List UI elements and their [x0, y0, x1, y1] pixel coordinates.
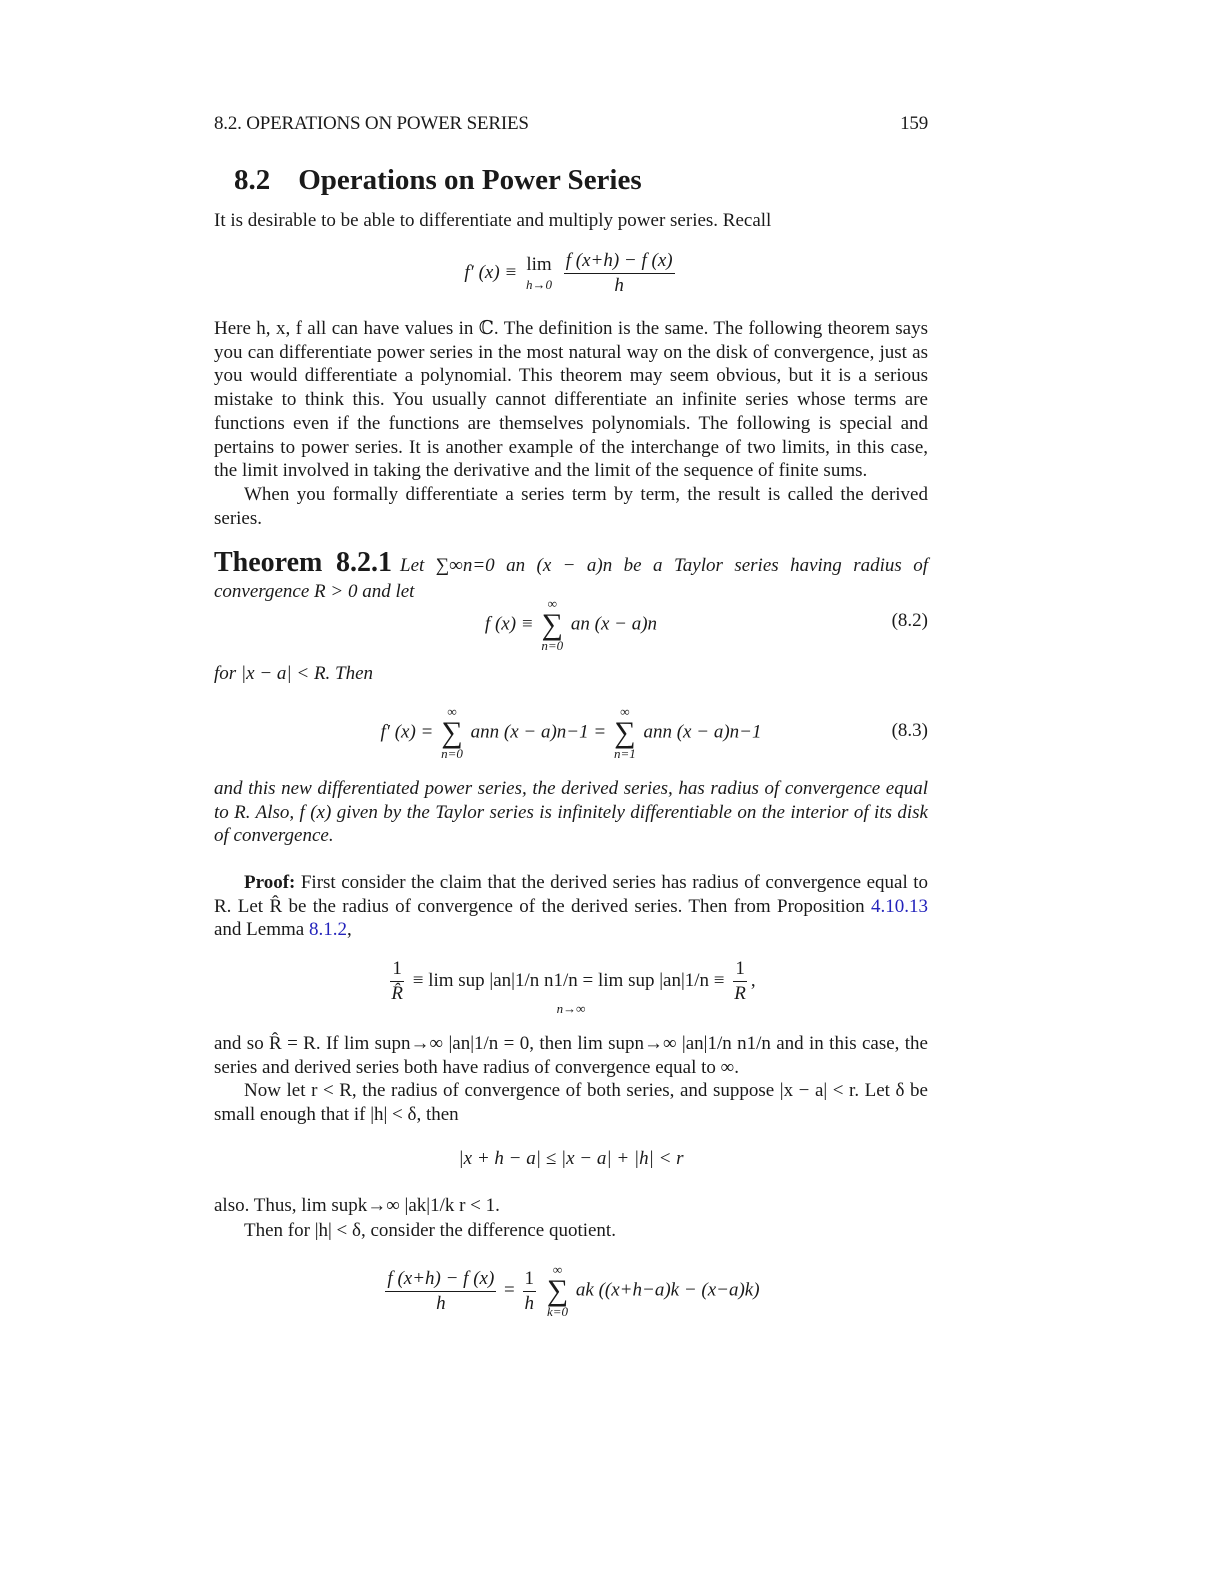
- sum-lower: n=0: [541, 638, 564, 653]
- quotient-body: ak ((x+h−a)k − (x−a)k): [575, 1279, 760, 1301]
- proof-paragraph-4: also. Thus, lim supk→∞ |ak|1/k r < 1.: [214, 1195, 500, 1216]
- eq82-lhs: f (x) ≡: [484, 613, 534, 635]
- paragraph-1: Here h, x, f all can have values in ℂ. The definition is the same. The following theorem says you can differentiate power series in the most natural way on the disk of convergence, just as you would differentiate a polynomial. This theorem may seem obvious, but it is a serious mistake to think this. You usually cannot differentiate an infinite series whose terms are functions even if the functions are themselves polynomials. The following is special and pertains to power series. It is another example of the interchange of two limits, in this case, the limit involved in taking the derivative and the limit of the sequence of finite sums.: [214, 318, 928, 482]
- section-heading: [234, 164, 642, 197]
- eq83-body-2: ann (x − a)n−1: [643, 721, 762, 743]
- fraction-numerator: 1: [733, 958, 747, 982]
- equation-8-2: [214, 596, 928, 654]
- sum-upper: ∞: [547, 596, 557, 611]
- eq83-lhs: f′ (x) =: [380, 721, 434, 743]
- and-lemma-text: and Lemma: [214, 919, 305, 941]
- equals-sign: =: [504, 1279, 515, 1301]
- sum-lower-1: n=0: [441, 746, 463, 761]
- proof-paragraph-5: Then for |h| < δ, consider the difference quotient.: [244, 1220, 616, 1241]
- section-number: 8.2: [234, 164, 271, 196]
- fraction-right: [732, 958, 748, 1005]
- eq83-body-1: ann (x − a)n−1 =: [470, 721, 607, 743]
- limit-text: lim: [526, 254, 552, 275]
- paragraph-2: When you formally differentiate a series term by term, the result is called the derived series.: [214, 484, 928, 529]
- limsup-subscript: n→∞: [556, 1001, 586, 1016]
- sum-operator: [541, 596, 563, 654]
- link-lemma-8-1-2[interactable]: 8.1.2: [308, 919, 347, 941]
- equation-derivative-definition: [214, 250, 928, 297]
- fraction-denominator: R̂: [391, 983, 403, 1004]
- intro-paragraph: It is desirable to be able to differentiate and multiply power series. Recall: [214, 210, 772, 231]
- proof-text-1: First consider the claim that the derived series has radius of convergence equal to R. Let R̂ be the radius of convergence of the derived series. Then from Proposition: [214, 872, 928, 917]
- derivative-lhs: f′ (x) ≡: [464, 261, 518, 283]
- fraction-numerator: 1: [390, 958, 404, 982]
- sigma-symbol: ∑: [546, 1274, 569, 1307]
- fraction-numerator: f (x+h) − f (x): [385, 1268, 496, 1292]
- sum-operator-1: [441, 704, 463, 762]
- sigma-symbol: ∑: [441, 716, 463, 749]
- sum-operator-2: [614, 704, 636, 762]
- fraction-one-over-h: [523, 1268, 537, 1315]
- link-proposition-4-10-13[interactable]: 4.10.13: [871, 895, 929, 917]
- theorem-statement-2: and this new differentiated power series, the derived series, has radius of convergence equal to R. Also, f (x) given by the Taylor series is infinitely differentiable on the interior of its disk of convergence.: [214, 778, 928, 847]
- fraction-numerator: 1: [523, 1268, 537, 1292]
- theorem-title: Theorem 8.2.1: [214, 547, 393, 578]
- theorem-for-text: for |x − a| < R. Then: [214, 663, 374, 684]
- proof-paragraph-3: Now let r < R, the radius of convergence of both series, and suppose |x − a| < r. Let δ be small enough that if |h| < δ, then: [214, 1080, 928, 1125]
- eq82-body: an (x − a)n: [570, 613, 658, 635]
- proof-label: Proof:: [244, 872, 296, 893]
- equation-label-8-2: (8.2): [891, 610, 928, 631]
- fraction-numerator: f (x+h) − f (x): [564, 250, 675, 274]
- section-title: Operations on Power Series: [298, 164, 642, 196]
- fraction-denominator: R: [734, 983, 746, 1004]
- running-title: 8.2. OPERATIONS ON POWER SERIES: [214, 113, 529, 134]
- sigma-symbol: ∑: [614, 716, 636, 749]
- sum-operator: [547, 1262, 568, 1320]
- equation-limsup: $\frac{1}{R̂}$ ≡ lim sup |an|1/n n1/n = lim sup |an|1/n ≡ $\frac{1}{R}$ , n→∞: [214, 958, 928, 1017]
- fraction-quotient: [385, 1268, 496, 1315]
- sum-lower: k=0: [546, 1304, 568, 1319]
- proof-paragraph-2: and so R̂ = R. If lim supn→∞ |an|1/n = 0, then lim supn→∞ |an|1/n n1/n and in this case, the series and derived series both have radius of convergence equal to ∞.: [214, 1033, 928, 1078]
- fraction-denominator: h: [436, 1292, 446, 1314]
- sum-upper-1: ∞: [447, 704, 457, 719]
- limit-subscript: h→0: [525, 277, 552, 292]
- sigma-symbol: ∑: [541, 608, 563, 641]
- proof-paragraph-1: Proof: First consider the claim that the derived series has radius of convergence equal to R. Let R̂ be the radius of convergence of the derived series. Then from Proposition 4.10.13 and Lemma 8.1.2,: [214, 872, 929, 941]
- equation-difference-quotient: [214, 1262, 928, 1320]
- theorem-statement-1: Let ∑∞n=0 an (x − a)n be a Taylor series having radius of convergence R > 0 and let: [214, 555, 928, 602]
- page-number: 159: [900, 113, 928, 134]
- equation-label-8-3: (8.3): [891, 720, 928, 741]
- sum-lower-2: n=1: [613, 746, 636, 761]
- fraction-denominator: h: [614, 275, 624, 296]
- sum-upper-2: ∞: [620, 704, 630, 719]
- fraction-left: [389, 958, 405, 1005]
- equation-8-3: [214, 704, 928, 762]
- running-header: [214, 113, 928, 135]
- equation-inequality: |x + h − a| ≤ |x − a| + |h| < r: [458, 1148, 684, 1169]
- fraction-denominator: h: [524, 1292, 535, 1314]
- sum-upper: ∞: [552, 1262, 563, 1277]
- limit-operator: [526, 254, 552, 293]
- limsup-expression: ≡ lim sup |an|1/n n1/n = lim sup |an|1/n ≡: [412, 969, 725, 991]
- difference-quotient: [564, 250, 675, 297]
